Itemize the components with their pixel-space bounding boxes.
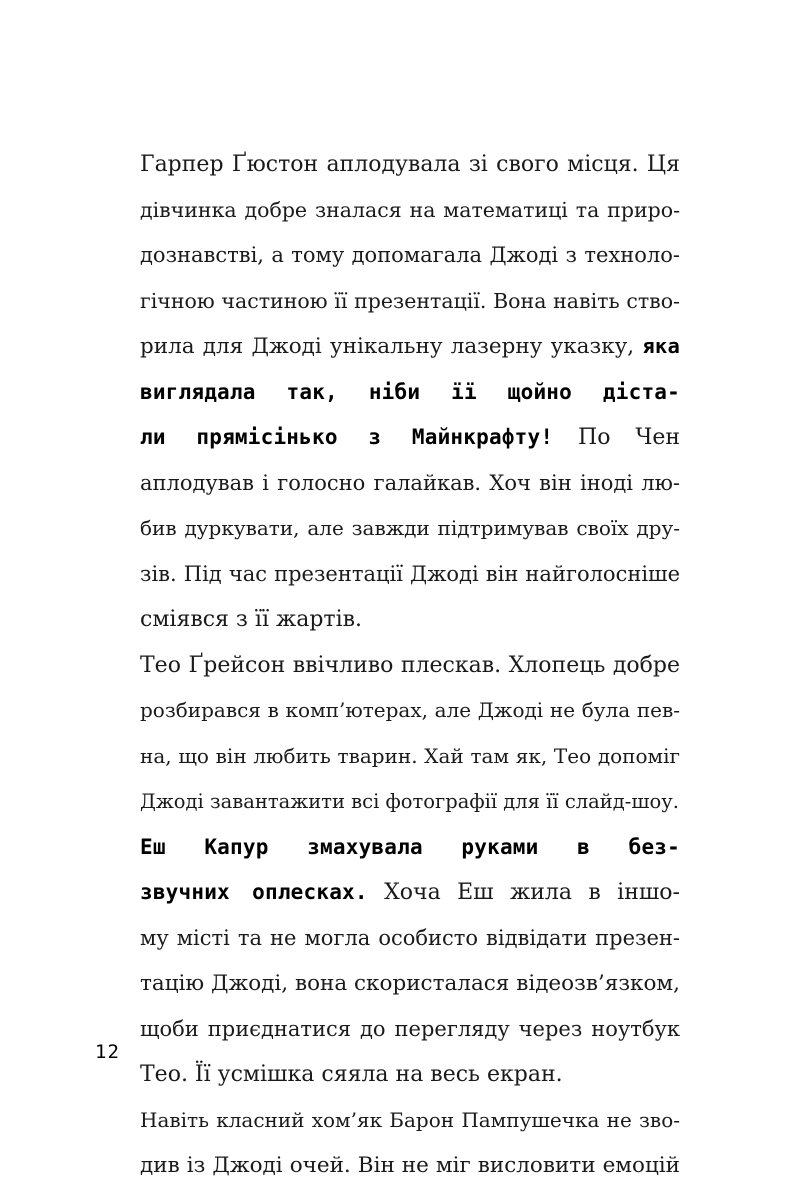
- text-line: [140, 643, 680, 689]
- text-segment: аплодував і голосно галайкав. Хоч він іноді лю-: [140, 470, 680, 495]
- text-line: [140, 1052, 680, 1098]
- text-line: [140, 825, 680, 871]
- bold-text-segment: ли прямісінько з Майнкрафту!: [140, 425, 554, 449]
- text-segment: Тео Ґрейсон ввічливо плескав. Хлопець добре: [140, 652, 680, 678]
- text-segment: Хоча Еш жила в іншо-: [367, 880, 680, 905]
- text-segment: сміявся з її жартів.: [140, 607, 363, 632]
- text-segment: По Чен: [553, 425, 681, 450]
- text-segment: тацію Джоді, вона скористалася відеозв’язком,: [140, 971, 680, 996]
- text-segment: му місті та не могла особисто відвідати презен-: [140, 925, 680, 950]
- text-line: [140, 188, 680, 234]
- text-line: [140, 961, 680, 1007]
- text-line: [140, 597, 680, 643]
- text-segment: див із Джоді очей. Він не міг висловити емоцій: [140, 1153, 680, 1178]
- text-segment: дознавстві, а тому допомагала Джоді з техноло-: [140, 243, 680, 267]
- text-segment: Гарпер Ґюстон аплодувала зі свого місця. Ця: [140, 152, 680, 177]
- bold-text-segment: яка: [642, 334, 680, 358]
- bold-text-segment: звучних оплесках.: [140, 880, 368, 904]
- bold-text-segment: Еш Капур змахувала руками в без-: [140, 834, 680, 859]
- text-segment: бив дуркувати, але завжди підтримував своїх дру-: [140, 516, 680, 540]
- text-line: [140, 870, 680, 916]
- text-segment: Тео. Її усмішка сяяла на весь екран.: [140, 1062, 563, 1087]
- text-line: [140, 688, 680, 734]
- text-segment: розбирався в комп’ютерах, але Джоді не була пев-: [140, 698, 680, 722]
- text-line: [140, 1007, 680, 1053]
- text-line: [140, 415, 680, 461]
- bold-text-segment: виглядала так, ніби її щойно діста-: [140, 379, 680, 404]
- text-line: [140, 279, 680, 325]
- text-line: [140, 1143, 680, 1189]
- text-line: [140, 142, 680, 188]
- text-segment: щоби приєднатися до перегляду через ноутбук: [140, 1016, 680, 1041]
- text-segment: на, що він любить тварин. Хай там як, Тео допоміг: [140, 743, 680, 768]
- text-line: [140, 370, 680, 416]
- text-line: [140, 506, 680, 552]
- page-number: 12: [95, 1041, 120, 1063]
- text-segment: рила для Джоді унікальну лазерну указку,: [140, 334, 643, 359]
- text-line: [140, 734, 680, 780]
- text-line: [140, 324, 680, 370]
- text-line: [140, 916, 680, 962]
- text-segment: Навіть класний хом’як Барон Пампушечка не зво-: [140, 1107, 680, 1132]
- text-segment: дівчинка добре зналася на математиці та приро-: [140, 197, 680, 222]
- text-segment: Джоді завантажити всі фотографії для її слайд-шоу.: [140, 790, 679, 813]
- text-line: [140, 552, 680, 598]
- text-segment: гічною частиною її презентації. Вона навіть ство-: [140, 288, 680, 313]
- text-line: [140, 1098, 680, 1144]
- text-line: [140, 233, 680, 279]
- text-line: [140, 461, 680, 507]
- text-segment: зів. Під час презентації Джоді він найголосніше: [140, 561, 680, 586]
- body-text: [140, 142, 680, 1189]
- text-line: [140, 779, 680, 825]
